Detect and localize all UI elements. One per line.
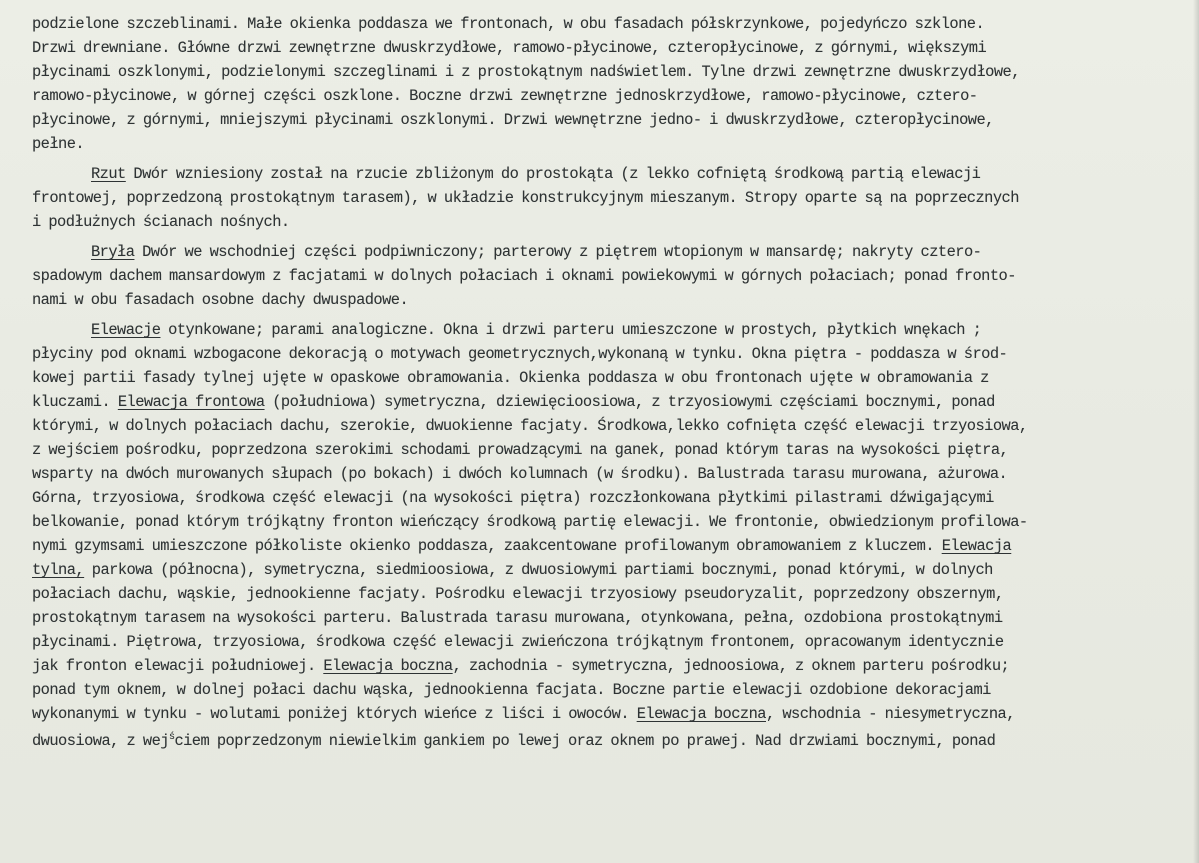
- text-line: spadowym dachem mansardowym z facjatami w dolnych połaciach i oknami powiekowymi w górnych połaciach; ponad fronto-: [32, 267, 1016, 285]
- text-line: z wejściem pośrodku, poprzedzona szerokimi schodami prowadzącymi na ganek, ponad którym taras na wysokości piętra,: [32, 441, 1009, 459]
- subheading-elewacja-boczna-zachodnia: Elewacja boczna: [323, 657, 453, 675]
- text-line: płycinowe, z górnymi, mniejszymi płycinami oszklonymi. Drzwi wewnętrzne jedno- i dwuskrzydłowe, czteropłycinowe,: [32, 111, 994, 129]
- subheading-elewacja-tylna: Elewacja: [941, 537, 1012, 555]
- text-line: podzielone szczeblinami. Małe okienka poddasza we frontonach, w obu fasadach półskrzynkowe, pojedyńczo szklone.: [32, 15, 985, 33]
- subheading-elewacja-frontowa: Elewacja frontowa: [117, 393, 265, 411]
- text-line: frontowej, poprzedzoną prostokątnym tarasem), w układzie konstrukcyjnym mieszanym. Stropy oparte są na poprzecznych: [32, 189, 1019, 207]
- text-line: prostokątnym tarasem na wysokości parteru. Balustrada tarasu murowana, otynkowana, pełna, ozdobiona prostokątnymi: [32, 609, 1003, 627]
- text-line: belkowanie, ponad którym trójkątny fronton wieńczący środkową partię elewacji. We frontonie, obwiedzionym profilowa-: [32, 513, 1028, 531]
- text-line: [32, 704, 1015, 724]
- text-fragment: kluczami.: [32, 393, 118, 411]
- text-fragment: wykonanymi w tynku - wolutami poniżej których wieńce z liści i owoców.: [32, 705, 637, 723]
- text-line: [32, 656, 1009, 676]
- text-line: Górna, trzyosiowa, środkowa część elewacji (na wysokości piętra) rozczłonkowana płytkimi pilastrami dźwigającymi: [32, 489, 994, 507]
- text-line: ponad tym oknem, w dolnej połaci dachu wąska, jednookienna facjata. Boczne partie elewacji ozdobione dekoracjami: [32, 681, 991, 699]
- text-fragment: jak fronton elewacji południowej.: [32, 657, 324, 675]
- text-line: [32, 728, 995, 751]
- section-heading-rzut: Rzut: [91, 165, 126, 183]
- text-line: kowej partii fasady tylnej ujęte w opaskowe obramowania. Okienka poddasza w obu frontonach ujęte w obramowania z: [32, 369, 989, 387]
- text-fragment: , zachodnia - symetryczna, jednoosiowa, z oknem parteru pośrodku;: [452, 657, 1010, 675]
- text-line: Dwór we wschodniej części podpiwniczony; parterowy z piętrem wtopionym w mansardę; nakryty cztero-: [134, 243, 982, 261]
- text-line: wsparty na dwóch murowanych słupach (po bokach) i dwóch kolumnach (w środku). Balustrada tarasu murowana, ażurowa.: [32, 465, 1008, 483]
- section-rzut: [91, 164, 980, 184]
- text-line: połaciach dachu, wąskie, jednookienne facjaty. Pośrodku elewacji trzyosiowy pseudoryzalit, poprzedzony obszernym,: [32, 585, 1004, 603]
- text-line: Drzwi drewniane. Główne drzwi zewnętrzne dwuskrzydłowe, ramowo-płycinowe, czteropłycinowe, z górnymi, większymi: [32, 39, 987, 57]
- text-line: ramowo-płycinowe, w górnej części oszklone. Boczne drzwi zewnętrzne jednoskrzydłowe, ramowo-płycinowe, cztero-: [32, 87, 978, 105]
- text-fragment: ciem poprzedzonym niewielkim gankiem po lewej oraz oknem po prawej. Nad drzwiami bocznymi, ponad: [174, 732, 996, 750]
- text-line: płycinami oszklonymi, podzielonymi szczeglinami i z prostokątnym nadświetlem. Tylne drzwi zewnętrzne dwuskrzydłowe,: [32, 63, 1020, 81]
- text-line: płyciny pod oknami wzbogacone dekoracją o motywach geometrycznych,wykonaną w tynku. Okna piętra - poddasza w środ-: [32, 345, 1008, 363]
- text-line: [32, 536, 1011, 556]
- text-line: pełne.: [32, 135, 85, 153]
- text-fragment: parkowa (północna), symetryczna, siedmioosiowa, z dwuosiowymi partiami bocznymi, ponad którymi, w dolnych: [84, 561, 993, 579]
- text-fragment: nymi gzymsami umieszczone półkoliste okienko poddasza, zaakcentowane profilowanym obramowaniem z kluczem.: [32, 537, 942, 555]
- section-heading-bryla: Bryła: [91, 243, 135, 261]
- text-line: [32, 392, 995, 412]
- subheading-elewacja-tylna-cont: tylna,: [32, 561, 85, 579]
- text-fragment: (południowa) symetryczna, dziewięcioosiowa, z trzyosiowymi częściami bocznymi, ponad: [264, 393, 995, 411]
- superscript-letter: ś: [168, 732, 175, 743]
- section-heading-elewacje: Elewacje: [91, 321, 161, 339]
- subheading-elewacja-boczna-wschodnia: Elewacja boczna: [636, 705, 766, 723]
- text-line: otynkowane; parami analogiczne. Okna i drzwi parteru umieszczone w prostych, płytkich wnękach ;: [160, 321, 982, 339]
- text-line: płycinami. Piętrowa, trzyosiowa, środkowa część elewacji zwieńczona trójkątnym frontonem, opracowanym identycznie: [32, 633, 1004, 651]
- section-bryla: [91, 242, 981, 262]
- text-line: i podłużnych ścianach nośnych.: [32, 213, 290, 231]
- text-fragment: , wschodnia - niesymetryczna,: [766, 705, 1015, 723]
- text-line: nami w obu fasadach osobne dachy dwuspadowe.: [32, 291, 409, 309]
- text-line: którymi, w dolnych połaciach dachu, szerokie, dwuokienne facjaty. Środkowa,lekko cofnięta część elewacji trzyosiowa,: [32, 417, 1028, 435]
- section-elewacje: [91, 320, 981, 340]
- text-line: Dwór wzniesiony został na rzucie zbliżonym do prostokąta (z lekko cofniętą środkową partią elewacji: [125, 165, 981, 183]
- text-fragment: dwuosiowa, z wej: [32, 732, 169, 750]
- text-line: [32, 560, 993, 580]
